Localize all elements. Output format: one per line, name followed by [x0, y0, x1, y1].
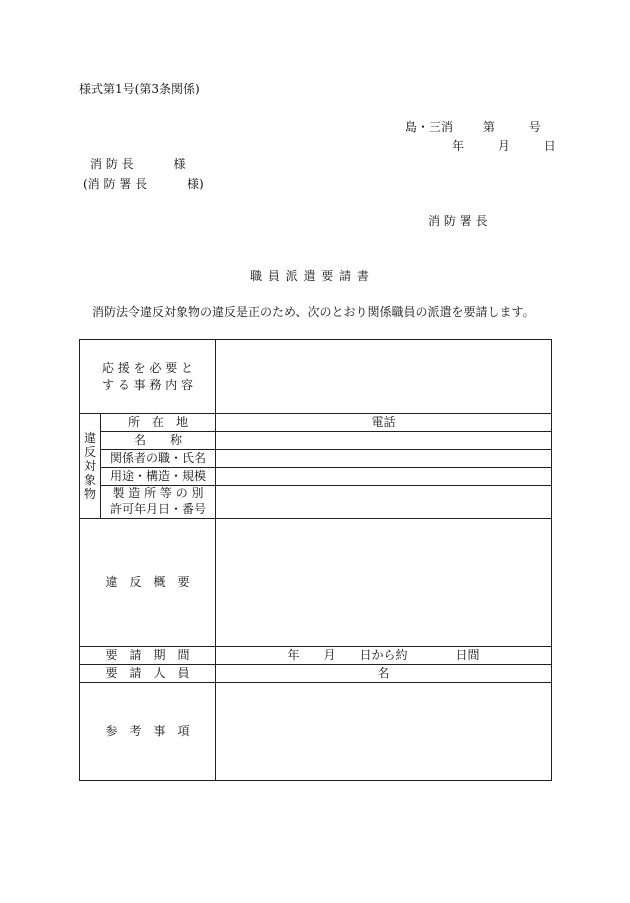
name-field[interactable]	[216, 432, 552, 450]
form-number: 様式第1号(第3条関係)	[79, 82, 200, 96]
permit-label-line1: 製 造 所 等 の 別	[112, 486, 204, 501]
usage-row	[80, 468, 552, 486]
period-row	[80, 647, 552, 665]
document-title: 職 員 派 遣 要 請 書	[250, 269, 370, 283]
related-person-label: 関係者の職・氏名	[101, 450, 216, 468]
issue-date	[452, 137, 574, 154]
permit-label-line2: 許可年月日・番号	[110, 502, 207, 516]
intro-text: 消防法令違反対象物の違反是正のため、次のとおり関係職員の派遣を要請します。	[92, 305, 535, 319]
location-row	[80, 414, 552, 432]
staff-field[interactable]: 名	[216, 665, 552, 683]
permit-label	[101, 486, 216, 519]
period-field[interactable]: 年 月 日から約 日間	[216, 647, 552, 665]
permit-row	[80, 486, 552, 519]
support-needed-label: 応 援 を 必 要 と す る 事 務 内 容	[80, 340, 216, 414]
overview-field[interactable]	[216, 519, 552, 647]
phone-label[interactable]: 電話	[216, 414, 552, 432]
date-year: 年	[452, 139, 465, 153]
sender: 消 防 署 長	[428, 214, 488, 228]
usage-field[interactable]	[216, 468, 552, 486]
notes-label: 参 考 事 項	[80, 683, 216, 781]
staff-row	[80, 665, 552, 683]
permit-field[interactable]	[216, 486, 552, 519]
request-form-table	[79, 339, 552, 781]
staff-label: 要 請 人 員	[80, 665, 216, 683]
period-label: 要 請 期 間	[80, 647, 216, 665]
notes-field[interactable]	[216, 683, 552, 781]
notes-row	[80, 683, 552, 781]
ref-office: 島・三消	[405, 120, 454, 134]
overview-row	[80, 519, 552, 647]
name-label: 名 称	[101, 432, 216, 450]
addressee: 消 防 長 様	[90, 157, 186, 171]
ref-dai: 第	[482, 120, 495, 134]
related-person-field[interactable]	[216, 450, 552, 468]
overview-label: 違 反 概 要	[80, 519, 216, 647]
support-row	[80, 340, 552, 414]
reference-number	[405, 118, 555, 135]
date-day: 日	[543, 139, 556, 153]
date-month: 月	[497, 139, 510, 153]
location-label: 所 在 地	[101, 414, 216, 432]
usage-label: 用途・構造・規模	[101, 468, 216, 486]
violation-object-label: 違反対象物	[80, 414, 101, 519]
name-row	[80, 432, 552, 450]
support-needed-field[interactable]	[216, 340, 552, 414]
related-person-row	[80, 450, 552, 468]
addressee-alt: (消 防 署 長 様)	[83, 177, 204, 191]
ref-go: 号	[528, 120, 541, 134]
